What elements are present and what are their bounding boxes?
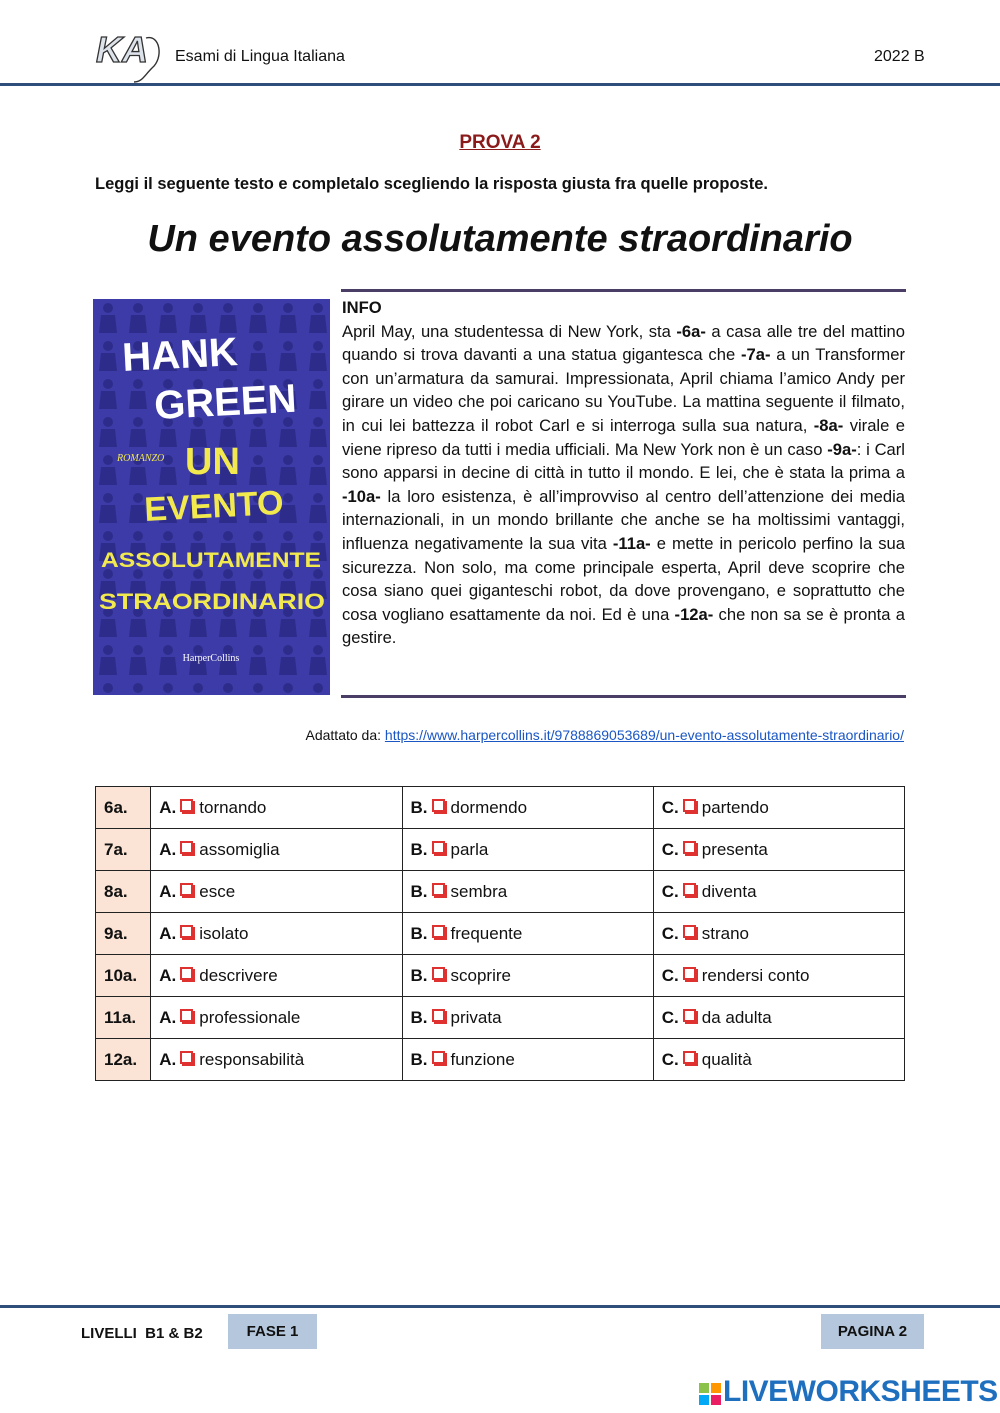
option-text: privata [450, 1007, 502, 1027]
checkbox-icon[interactable] [180, 1051, 193, 1064]
section-title: PROVA 2 [459, 132, 541, 153]
checkbox-icon[interactable] [180, 841, 193, 854]
option-letter: B. [410, 1049, 428, 1069]
info-bottom-rule [341, 695, 906, 698]
info-text-segment: virale e viene ripreso da tutti i media ufficiali. Ma New York non è un caso [342, 415, 905, 459]
checkbox-icon[interactable] [432, 1051, 445, 1064]
answer-option[interactable] [151, 913, 402, 955]
cover-title-line-2: EVENTO [143, 483, 285, 529]
checkbox-icon[interactable] [180, 799, 193, 812]
option-text: qualità [701, 1049, 752, 1069]
answer-option[interactable] [151, 871, 402, 913]
answer-option[interactable] [402, 871, 653, 913]
option-letter: B. [410, 881, 428, 901]
footer-phase: FASE 1 [228, 1314, 317, 1349]
info-label: INFO [342, 298, 382, 317]
option-letter: C. [661, 881, 679, 901]
answer-option[interactable] [151, 955, 402, 997]
footer-levels: LIVELLI B1 & B2 [81, 1325, 203, 1342]
info-body [342, 322, 905, 648]
checkbox-icon[interactable] [432, 799, 445, 812]
option-letter: A. [159, 1007, 177, 1027]
answer-option[interactable] [653, 1039, 904, 1081]
option-text: partendo [701, 797, 769, 817]
question-number: 7a. [96, 829, 151, 871]
checkbox-icon[interactable] [432, 967, 445, 980]
answer-row [96, 829, 905, 871]
header-divider [0, 83, 1000, 86]
option-letter: B. [410, 839, 428, 859]
answer-option[interactable] [402, 955, 653, 997]
checkbox-icon[interactable] [432, 841, 445, 854]
option-text: rendersi conto [701, 965, 810, 985]
checkbox-icon[interactable] [683, 925, 696, 938]
footer-divider [0, 1305, 1000, 1308]
school-logo [94, 28, 174, 84]
answer-row [96, 787, 905, 829]
cover-title-line-3: ASSOLUTAMENTE [101, 549, 321, 572]
gap-marker: -10a- [342, 486, 381, 506]
option-letter: C. [661, 797, 679, 817]
info-text-segment: : i Carl sono apparsi in decine di città in tutto il mondo. E lei, che è stata la prima a [342, 439, 905, 483]
info-top-rule [341, 289, 906, 292]
answer-option[interactable] [653, 997, 904, 1039]
option-text: da adulta [701, 1007, 772, 1027]
option-letter: A. [159, 965, 177, 985]
answer-row [96, 913, 905, 955]
option-text: responsabilità [199, 1049, 305, 1069]
option-text: isolato [199, 923, 249, 943]
answer-option[interactable] [151, 1039, 402, 1081]
answer-option[interactable] [653, 829, 904, 871]
checkbox-icon[interactable] [683, 967, 696, 980]
source-citation [306, 727, 905, 743]
answer-option[interactable] [151, 829, 402, 871]
question-number: 11a. [96, 997, 151, 1039]
option-text: esce [199, 881, 236, 901]
option-text: funzione [450, 1049, 515, 1069]
answer-option[interactable] [402, 1039, 653, 1081]
option-letter: B. [410, 965, 428, 985]
gap-marker: -6a- [676, 321, 706, 341]
answer-option[interactable] [151, 787, 402, 829]
option-text: strano [701, 923, 749, 943]
option-text: assomiglia [199, 839, 280, 859]
option-text: dormendo [450, 797, 528, 817]
answer-option[interactable] [402, 913, 653, 955]
info-text-segment: a casa alle tre del mattino quando si trova davanti a una statua gigantesca che [342, 321, 905, 365]
option-letter: C. [661, 1007, 679, 1027]
option-letter: C. [661, 839, 679, 859]
option-letter: C. [661, 923, 679, 943]
option-letter: C. [661, 1049, 679, 1069]
option-text: frequente [450, 923, 523, 943]
cover-publisher: HarperCollins [182, 653, 240, 664]
checkbox-icon[interactable] [432, 925, 445, 938]
question-number: 9a. [96, 913, 151, 955]
info-text-block [342, 296, 905, 650]
cover-title-line-4: STRAORDINARIO [99, 589, 325, 614]
answer-option[interactable] [151, 997, 402, 1039]
source-prefix: Adattato da: [305, 727, 385, 743]
option-letter: A. [159, 839, 177, 859]
cover-genre: ROMANZO [117, 453, 165, 464]
info-text-segment: e mette in pericolo perfino la sua sicurezza. Non solo, ma come principale esperta, April deve scoprire che cosa siano quei giganteschi robot, da dove provengano, e soprattutto che cosa vogliano esattamente da noi. Ed è una [342, 533, 905, 624]
option-letter: B. [410, 797, 428, 817]
svg-text:KA: KA [96, 29, 148, 70]
gap-marker: -7a- [740, 345, 771, 365]
source-link[interactable]: https://www.harpercollins.it/9788869053689/un-evento-assolutamente-straordinario/ [384, 727, 904, 743]
checkbox-icon[interactable] [683, 1009, 696, 1022]
option-text: descrivere [199, 965, 278, 985]
answer-option[interactable] [653, 787, 904, 829]
answer-row [96, 955, 905, 997]
gap-marker: -9a- [827, 439, 857, 459]
info-text-segment: April May, una studentessa di New York, sta [342, 321, 677, 341]
option-letter: A. [159, 923, 177, 943]
option-text: presenta [701, 839, 768, 859]
option-text: scoprire [450, 965, 511, 985]
answer-option[interactable] [402, 829, 653, 871]
checkbox-icon[interactable] [180, 883, 193, 896]
checkbox-icon[interactable] [683, 841, 696, 854]
liveworksheets-logo-icon [699, 1383, 721, 1405]
answer-option[interactable] [653, 955, 904, 997]
question-number: 8a. [96, 871, 151, 913]
option-text: professionale [199, 1007, 301, 1027]
option-letter: B. [410, 1007, 428, 1027]
checkbox-icon[interactable] [180, 925, 193, 938]
gap-marker: -8a- [813, 415, 844, 435]
answer-row [96, 997, 905, 1039]
checkbox-icon[interactable] [180, 967, 193, 980]
checkbox-icon[interactable] [432, 1009, 445, 1022]
option-letter: C. [661, 965, 679, 985]
question-number: 6a. [96, 787, 151, 829]
answer-table [95, 786, 905, 1081]
gap-marker: -11a- [612, 533, 651, 553]
instruction-text: Leggi il seguente testo e completalo scegliendo la risposta giusta fra quelle proposte. [95, 175, 768, 193]
checkbox-icon[interactable] [683, 799, 696, 812]
main-title: Un evento assolutamente straordinario [147, 218, 853, 260]
book-cover-image [93, 299, 330, 695]
header-subject: Esami di Lingua Italiana [175, 48, 345, 65]
option-text: sembra [450, 881, 508, 901]
liveworksheets-watermark: LIVEWORKSHEETS [723, 1375, 998, 1408]
answer-option[interactable] [653, 913, 904, 955]
info-text-segment: che non sa se è pronta a gestire. [342, 604, 905, 648]
info-text-segment: la loro esistenza, è all’improvviso al centro dell’attenzione dei media internazionali, in un mondo brillante che anche se ha moltissimi vantaggi, influenza negativamente la sua vita [342, 486, 905, 553]
option-letter: A. [159, 881, 177, 901]
answer-row [96, 871, 905, 913]
cover-author-line-1: HANK [121, 330, 239, 380]
option-letter: B. [410, 923, 428, 943]
cover-title-line-1: UN [185, 441, 240, 483]
answer-option[interactable] [653, 871, 904, 913]
option-text: diventa [701, 881, 757, 901]
answer-option[interactable] [402, 787, 653, 829]
gap-marker: -12a- [674, 604, 714, 624]
header-year: 2022 B [874, 48, 925, 65]
option-letter: A. [159, 797, 177, 817]
cover-author-line-2: GREEN [153, 376, 298, 428]
option-letter: A. [159, 1049, 177, 1069]
checkbox-icon[interactable] [683, 1051, 696, 1064]
checkbox-icon[interactable] [683, 883, 696, 896]
checkbox-icon[interactable] [180, 1009, 193, 1022]
option-text: parla [450, 839, 489, 859]
option-text: tornando [199, 797, 267, 817]
footer-page-number: PAGINA 2 [821, 1314, 924, 1349]
answer-row [96, 1039, 905, 1081]
question-number: 12a. [96, 1039, 151, 1081]
question-number: 10a. [96, 955, 151, 997]
answer-option[interactable] [402, 997, 653, 1039]
info-text-segment: a un Transformer con un’armatura da samurai. Impressionata, April chiama l’amico Andy per girare un video che poi caricano su YouTube. La mattina seguente il filmato, in cui lei battezza il robot Carl e si interroga sulla sua natura, [342, 345, 905, 435]
checkbox-icon[interactable] [432, 883, 445, 896]
